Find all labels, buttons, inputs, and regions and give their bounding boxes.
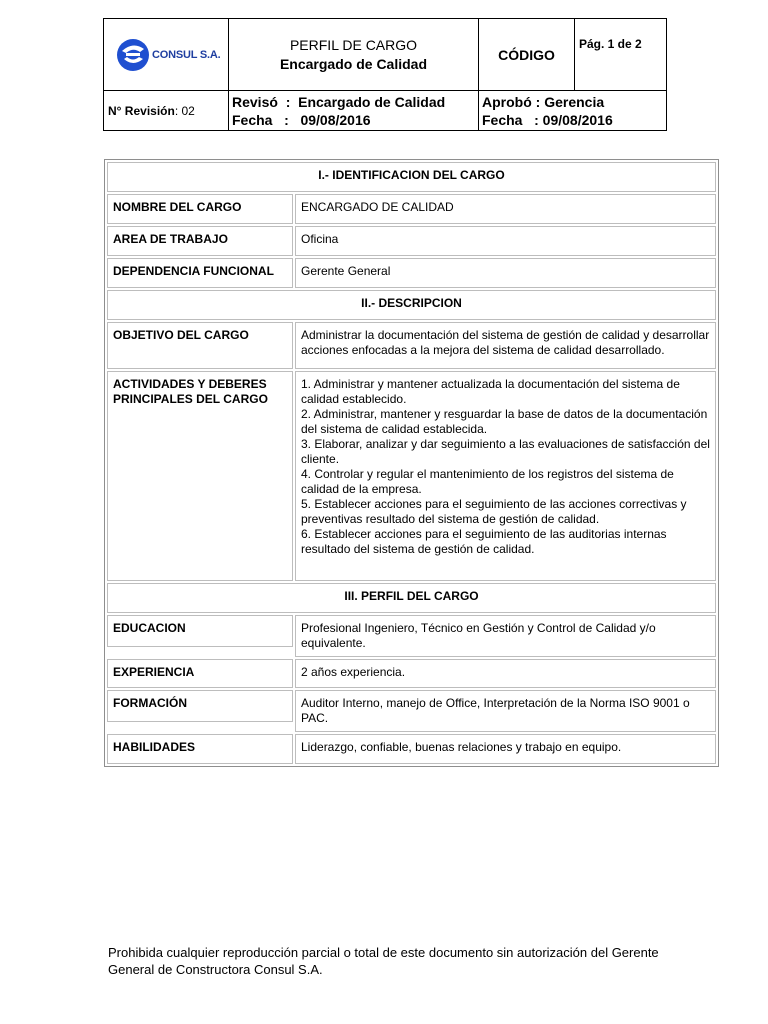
list-item: 2. Administrar, mantener y resguardar la base de datos de la documentación del sistema de calidad establecida. xyxy=(301,407,708,436)
field-value: Auditor Interno, manejo de Office, Interpretación de la Norma ISO 9001 o PAC. xyxy=(295,690,716,732)
list-item: 5. Establecer acciones para el seguimiento de las acciones correctivas y preventivas resultado del sistema de gestión de calidad. xyxy=(301,497,687,526)
section-header-row xyxy=(107,583,716,613)
section-title-descripcion: II.- DESCRIPCION xyxy=(107,290,716,320)
field-value: Gerente General xyxy=(295,258,716,288)
document-header xyxy=(103,18,667,131)
field-label: EXPERIENCIA xyxy=(107,659,293,688)
section-header-row xyxy=(107,290,716,320)
logo-emblem-icon xyxy=(116,37,150,73)
activities-list xyxy=(295,371,716,581)
table-row xyxy=(107,734,716,764)
section-title-perfil: III. PERFIL DEL CARGO xyxy=(107,583,716,613)
field-label: DEPENDENCIA FUNCIONAL xyxy=(107,258,293,288)
approved-cell xyxy=(479,91,667,131)
document-title: PERFIL DE CARGO xyxy=(289,36,418,53)
field-value: Oficina xyxy=(295,226,716,256)
field-label: FORMACIÓN xyxy=(107,690,293,722)
reviewed-date: Fecha : 09/08/2016 xyxy=(232,111,371,128)
reviewed-by: Revisó : Encargado de Calidad xyxy=(232,93,446,110)
list-item: 4. Controlar y regular el mantenimiento de los registros del sistema de calidad de la empresa. xyxy=(301,467,674,496)
field-label: HABILIDADES xyxy=(107,734,293,764)
revision-label: N° Revisión xyxy=(108,103,175,118)
table-row xyxy=(107,690,716,732)
approved-by: Aprobó : Gerencia xyxy=(482,93,605,110)
document-subtitle: Encargado de Calidad xyxy=(279,55,428,72)
approved-date: Fecha : 09/08/2016 xyxy=(482,111,613,128)
page-number: Pág. 1 de 2 xyxy=(575,19,667,91)
table-row xyxy=(107,194,716,224)
table-row xyxy=(107,371,716,581)
table-row xyxy=(107,226,716,256)
field-value: 2 años experiencia. xyxy=(295,659,716,688)
section-title-identificacion: I.- IDENTIFICACION DEL CARGO xyxy=(107,162,716,192)
table-row xyxy=(107,258,716,288)
footer-disclaimer: Prohibida cualquier reproducción parcial o total de este documento sin autorización del Gerente General de Constructora Consul S.A. xyxy=(108,945,659,977)
field-label: ACTIVIDADES Y DEBERES PRINCIPALES DEL CARGO xyxy=(107,371,293,581)
field-value: Administrar la documentación del sistema de gestión de calidad y desarrollar acciones enfocadas a la mejora del sistema de calidad desarrollado. xyxy=(295,322,716,369)
list-item: 6. Establecer acciones para el seguimiento de las auditorias internas resultado del sistema de gestión de calidad. xyxy=(301,527,667,556)
field-label: NOMBRE DEL CARGO xyxy=(107,194,293,224)
logo-cell xyxy=(104,19,229,91)
job-profile-table xyxy=(104,159,719,767)
field-label: OBJETIVO DEL CARGO xyxy=(107,322,293,369)
table-row xyxy=(107,322,716,369)
field-value: ENCARGADO DE CALIDAD xyxy=(295,194,716,224)
title-cell xyxy=(229,19,479,91)
list-item: 3. Elaborar, analizar y dar seguimiento a las evaluaciones de satisfacción del cliente. xyxy=(301,437,710,466)
logo-text: CONSUL S.A. xyxy=(152,48,221,61)
list-item: 1. Administrar y mantener actualizada la documentación del sistema de calidad establecido. xyxy=(301,377,680,406)
company-logo xyxy=(104,37,228,73)
revision-cell xyxy=(104,91,229,131)
table-row xyxy=(107,615,716,657)
section-header-row xyxy=(107,162,716,192)
table-row xyxy=(107,659,716,688)
field-value: Liderazgo, confiable, buenas relaciones y trabajo en equipo. xyxy=(295,734,716,764)
field-label: AREA DE TRABAJO xyxy=(107,226,293,256)
field-value: Profesional Ingeniero, Técnico en Gestión y Control de Calidad y/o equivalente. xyxy=(295,615,716,657)
reviewed-cell xyxy=(229,91,479,131)
revision-value: : 02 xyxy=(174,103,195,118)
field-label: EDUCACION xyxy=(107,615,293,647)
code-label: CÓDIGO xyxy=(479,19,575,91)
